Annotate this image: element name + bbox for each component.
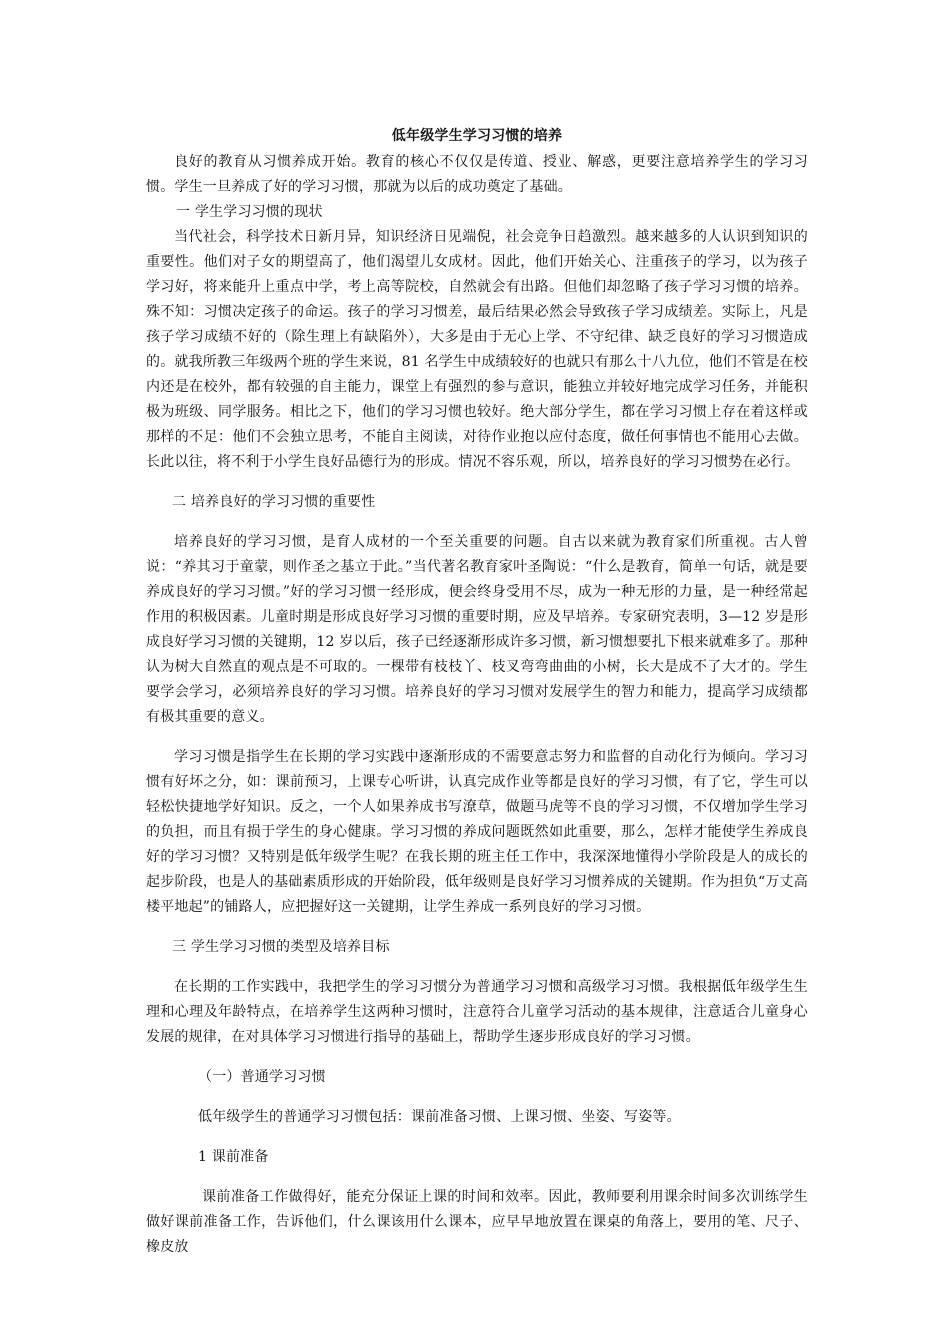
section-1-paragraph: 当代社会，科学技术日新月异，知识经济日见端倪，社会竞争日趋激烈。越来越多的人认识到知识的重要性。他们对子女的期望高了，他们渴望儿女成材。因此，他们开始关心、注重孩子的学习，以为孩子学习好，将来能升上重点中学，考上高等院校，自然就会有出路。但他们却忽略了孩子学习习惯的培养。殊不知：习惯决定孩子的命运。孩子的学习习惯差，最后结果必然会导致孩子学习成绩差。实际上，凡是孩子学习成绩不好的（除生理上有缺陷外），大多是由于无心上学、不守纪律、缺乏良好的学习习惯造成的。就我所教三年级两个班的学生来说，81 名学生中成绩较好的也就只有那么十八九位，他们不管是在校内还是在校外，都有较强的自主能力，课堂上有强烈的参与意识，能独立并较好地完成学习任务，并能积极为班级、同学服务。相比之下，他们的学习习惯也较好。绝大部分学生，都在学习习惯上存在着这样或那样的不足：他们不会独立思考，不能自主阅读，对待作业抱以应付态度，做任何事情也不能用心去做。长此以往，将不利于小学生良好品德行为的形成。情况不容乐观，所以，培养良好的学习习惯势在必行。 — [146, 229, 808, 470]
section-3-paragraph: 在长期的工作实践中，我把学生的学习习惯分为普通学习习惯和高级学习习惯。我根据低年级学生生理和心理及年龄特点，在培养学生这两种习惯时，注意符合儿童学习活动的基本规律，注意适合儿童身心发展的规律，在对具体学习习惯进行指导的基础上，帮助学生逐步形成良好的学习习惯。 — [146, 979, 808, 1045]
intro-paragraph: 良好的教育从习惯养成开始。教育的核心不仅仅是传道、授业、解惑，更要注意培养学生的学习习惯。学生一旦养成了好的学习习惯，那就为以后的成功奠定了基础。 — [146, 154, 808, 195]
item-1-paragraph: 课前准备工作做得好，能充分保证上课的时间和效率。因此，教师要利用课余时间多次训练学生做好课前准备工作，告诉他们，什么课该用什么课本，应早早地放置在课桌的角落上，要用的笔、尺子、橡皮放 — [146, 1189, 808, 1255]
item-heading-1: 1 课前准备 — [198, 1149, 269, 1165]
section-heading-3: 三 学生学习习惯的类型及培养目标 — [172, 939, 390, 955]
section-2-paragraph-2: 学习习惯是指学生在长期的学习实践中逐渐形成的不需要意志努力和监督的自动化行为倾向。学习习惯有好坏之分，如：课前预习，上课专心听讲，认真完成作业等都是良好的学习习惯，有了它，学生可以轻松快捷地学好知识。反之，一个人如果养成书写潦草，做题马虎等不良的学习习惯，不仅增加学生学习的负担，而且有损于学生的身心健康。学习习惯的养成问题既然如此重要，那么，怎样才能使学生养成良好的学习习惯？又特别是低年级学生呢？在我长期的班主任工作中，我深深地懂得小学阶段是人的成长的起步阶段，也是人的基础素质形成的开始阶段，低年级则是良好学习习惯养成的关键期。作为担负“万丈高楼平地起”的铺路人，应把握好这一关键期，让学生养成一系列良好的学习习惯。 — [146, 749, 808, 915]
subsection-1-paragraph: 低年级学生的普通学习习惯包括：课前准备习惯、上课习惯、坐姿、写姿等。 — [198, 1109, 681, 1125]
document-page — [146, 124, 808, 1260]
document-title: 低年级学生学习习惯的培养 — [391, 128, 563, 144]
subsection-heading-1: （一）普通学习习惯 — [198, 1069, 326, 1085]
section-heading-2: 二 培养良好的学习习惯的重要性 — [172, 494, 376, 510]
section-heading-1: 一 学生学习习惯的现状 — [176, 204, 323, 220]
section-2-paragraph-1: 培养良好的学习习惯，是育人成材的一个至关重要的问题。自古以来就为教育家们所重视。古人曾说：“养其习于童蒙，则作圣之基立于此。”当代著名教育家叶圣陶说：“什么是教育，简单一句话，就是要养成良好的学习习惯。”好的学习习惯一经形成，便会终身受用不尽，成为一种无形的力量，是一种经常起作用的积极因素。儿童时期是形成良好学习习惯的重要时期，应及早培养。专家研究表明，3—12 岁是形成良好学习习惯的关键期，12 岁以后，孩子已经逐渐形成许多习惯，新习惯想要扎下根来就难多了。那种认为树大自然直的观点是不可取的。一棵带有枝枝丫、枝叉弯弯曲曲的小树，长大是成不了大才的。学生要学会学习，必须培养良好的学习习惯。培养良好的学习习惯对发展学生的智力和能力，提高学习成绩都有极其重要的意义。 — [146, 534, 808, 725]
